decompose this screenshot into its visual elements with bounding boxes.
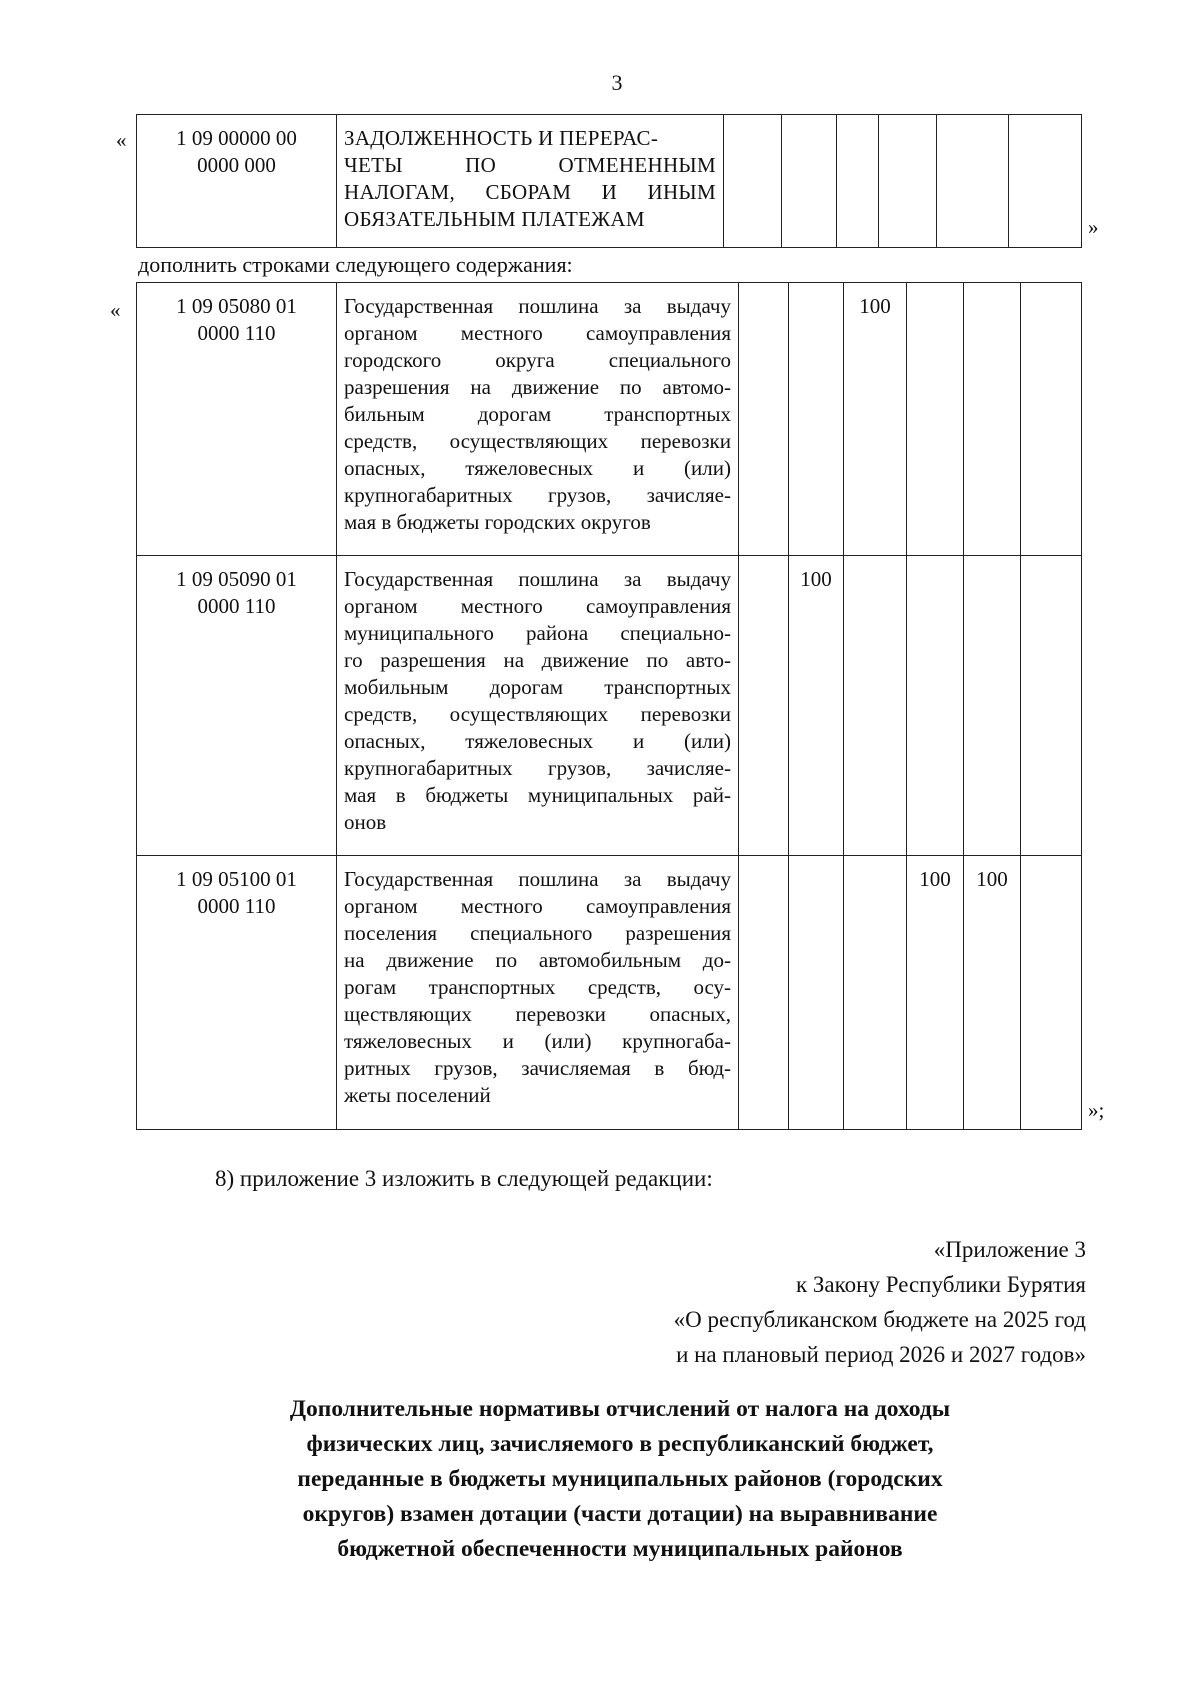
code-line: 1 09 05090 01: [176, 567, 297, 591]
heading-line: бюджетной обеспеченности муниципальных районов: [337, 1536, 903, 1562]
desc-line: рогам транспортных средств, осу-: [344, 975, 731, 999]
value-cell: [789, 856, 844, 1130]
appendix-header: [500, 1232, 1086, 1372]
desc-line: средств, осуществляющих перевозки: [344, 702, 731, 726]
code-cell: [137, 115, 337, 248]
open-quote-main: «: [110, 298, 121, 322]
appendix-line: и на плановый период 2026 и 2027 годов»: [676, 1342, 1086, 1367]
value-cell: [1021, 556, 1082, 856]
value-cell: [739, 856, 789, 1130]
heading-line: переданные в бюджеты муниципальных районов (городских: [297, 1466, 943, 1492]
title-line: ЧЕТЫ ПО ОТМЕНЕННЫМ: [344, 153, 716, 177]
desc-line: крупногабаритных грузов, зачисляе-: [344, 756, 731, 780]
top-table: [136, 114, 1082, 248]
desc-line: го разрешения на движение по авто-: [344, 648, 731, 672]
table-row: [137, 556, 1082, 856]
desc-line: органом местного самоуправления: [344, 594, 731, 618]
desc-line: разрешения на движение по автомо-: [344, 375, 731, 399]
code-line: 0000 000: [197, 153, 276, 177]
desc-line: жеты поселений: [344, 1083, 491, 1107]
desc-line: тяжеловесных и (или) крупногаба-: [344, 1029, 731, 1053]
value-cell: [782, 115, 837, 248]
value-cell: [844, 556, 907, 856]
value-cell: [789, 283, 844, 556]
value-cell: [1021, 283, 1082, 556]
open-quote-top: «: [116, 128, 127, 152]
desc-line: органом местного самоуправления: [344, 321, 731, 345]
desc-line: на движение по автомобильным до-: [344, 948, 731, 972]
value-cell: [964, 283, 1021, 556]
desc-line: опасных, тяжеловесных и (или): [344, 729, 731, 753]
code-cell: [137, 283, 337, 556]
value-cell: 100: [844, 283, 907, 556]
intro-text: дополнить строками следующего содержания:: [138, 252, 573, 277]
code-cell: [137, 856, 337, 1130]
desc-line: Государственная пошлина за выдачу: [344, 567, 731, 591]
desc-line: городского округа специального: [344, 348, 731, 372]
value-cell: [724, 115, 782, 248]
desc-line: Государственная пошлина за выдачу: [344, 867, 731, 891]
table-row: [137, 115, 1082, 248]
title-line: НАЛОГАМ, СБОРАМ И ИНЫМ: [344, 180, 716, 204]
value-cell: [1009, 115, 1082, 248]
section-heading: [180, 1392, 1060, 1567]
desc-line: Государственная пошлина за выдачу: [344, 294, 731, 318]
appendix-line: «О республиканском бюджете на 2025 год: [673, 1307, 1086, 1332]
desc-line: поселения специального разрешения: [344, 921, 731, 945]
code-line: 1 09 05100 01: [176, 867, 297, 891]
value-cell: 100: [964, 856, 1021, 1130]
code-line: 1 09 05080 01: [176, 294, 297, 318]
description-cell: [337, 856, 739, 1130]
close-quote-main: »;: [1088, 1098, 1105, 1122]
close-quote-top: »: [1088, 215, 1099, 239]
heading-line: Дополнительные нормативы отчислений от налога на доходы: [289, 1396, 951, 1422]
value-cell: [879, 115, 937, 248]
desc-line: органом местного самоуправления: [344, 894, 731, 918]
table-row: [137, 283, 1082, 556]
value-cell: [837, 115, 879, 248]
value-cell: 100: [907, 856, 964, 1130]
desc-line: мая в бюджеты городских округов: [344, 510, 651, 534]
value-cell: [739, 283, 789, 556]
desc-line: мая в бюджеты муниципальных рай-: [344, 783, 731, 807]
desc-line: средств, осуществляющих перевозки: [344, 429, 731, 453]
value-cell: [844, 856, 907, 1130]
heading-line: физических лиц, зачисляемого в республиканский бюджет,: [306, 1431, 934, 1457]
code-cell: [137, 556, 337, 856]
desc-line: онов: [344, 810, 387, 834]
code-line: 0000 110: [197, 894, 276, 918]
code-line: 0000 110: [197, 594, 276, 618]
code-line: 1 09 00000 00: [176, 126, 297, 150]
value-cell: [739, 556, 789, 856]
value-cell: [1021, 856, 1082, 1130]
desc-line: мобильным дорогам транспортных: [344, 675, 731, 699]
title-line: ОБЯЗАТЕЛЬНЫМ ПЛАТЕЖАМ: [344, 207, 645, 231]
page-number: 3: [611, 70, 623, 95]
value-cell: 100: [789, 556, 844, 856]
appendix-line: к Закону Республики Бурятия: [795, 1272, 1086, 1297]
desc-line: муниципального района специально-: [344, 621, 731, 645]
heading-line: округов) взамен дотации (части дотации) на выравнивание: [302, 1501, 938, 1527]
desc-line: ществляющих перевозки опасных,: [344, 1002, 731, 1026]
value-cell: [907, 556, 964, 856]
description-cell: [337, 283, 739, 556]
code-line: 0000 110: [197, 321, 276, 345]
desc-line: опасных, тяжеловесных и (или): [344, 456, 731, 480]
value-cell: [907, 283, 964, 556]
table-row: [137, 856, 1082, 1130]
title-line: ЗАДОЛЖЕННОСТЬ И ПЕРЕРАС-: [344, 126, 659, 150]
main-table: [136, 282, 1082, 1130]
description-cell: [337, 556, 739, 856]
paragraph-8: 8) приложение 3 изложить в следующей редакции:: [215, 1166, 713, 1191]
title-cell: [337, 115, 724, 248]
desc-line: ритных грузов, зачисляемая в бюд-: [344, 1056, 731, 1080]
value-cell: [937, 115, 1009, 248]
desc-line: бильным дорогам транспортных: [344, 402, 731, 426]
value-cell: [964, 556, 1021, 856]
appendix-line: «Приложение 3: [933, 1237, 1086, 1262]
desc-line: крупногабаритных грузов, зачисляе-: [344, 483, 731, 507]
